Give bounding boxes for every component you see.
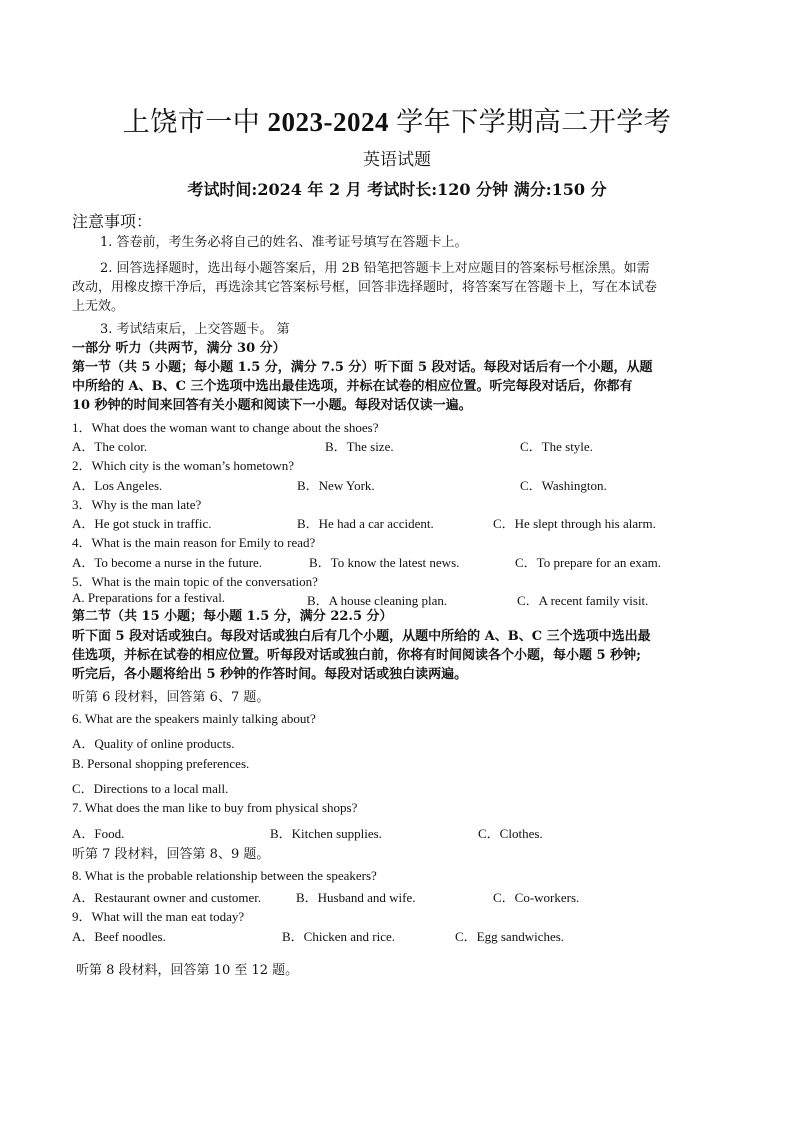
question-6: 6. What are the speakers mainly talking about? bbox=[72, 711, 316, 726]
exam-subject: 英语试题 bbox=[363, 150, 431, 170]
q9-option-c: C．Egg sandwiches. bbox=[455, 929, 565, 944]
q9-option-a: A．Beef noodles. bbox=[72, 929, 166, 944]
q4-option-c: C．To prepare for an exam. bbox=[515, 555, 662, 570]
q6-option-a: A．Quality of online products. bbox=[72, 736, 235, 751]
q8-option-b: B．Husband and wife. bbox=[296, 890, 416, 905]
exam-info: 考试时间:2024 年 2 月 考试时长:120 分钟 满分:150 分 bbox=[187, 180, 607, 199]
section2-instructions-line-3: 听完后，各小题将给出 5 秒钟的作答时间。每段对话或独白读两遍。 bbox=[72, 667, 468, 682]
q4-option-b: B．To know the latest news. bbox=[309, 555, 460, 570]
q8-option-c: C．Co-workers. bbox=[493, 890, 580, 905]
q9-option-b: B．Chicken and rice. bbox=[282, 929, 395, 944]
section2-heading: 第二节（共 15 小题；每小题 1.5 分，满分 22.5 分） bbox=[72, 609, 393, 624]
q2-option-a: A．Los Angeles. bbox=[72, 478, 163, 493]
q1-option-c: C．The style. bbox=[520, 439, 593, 454]
notice-item-2-line-3: 上无效。 bbox=[72, 299, 125, 314]
title-year: 2023-2024 bbox=[267, 107, 389, 137]
q8-option-a: A．Restaurant owner and customer. bbox=[72, 890, 262, 905]
q5-option-b: B．A house cleaning plan. bbox=[307, 593, 448, 608]
section1-instructions-line-3: 10 秒钟的时间来回答有关小题和阅读下一小题。每段对话仅读一遍。 bbox=[72, 398, 472, 413]
notice-item-2-line-1: 2. 回答选择题时，选出每小题答案后，用 2B 铅笔把答题卡上对应题目的答案标号框涂黑。如需 bbox=[100, 261, 650, 276]
q4-option-a: A．To become a nurse in the future. bbox=[72, 555, 263, 570]
question-5: 5．What is the main topic of the conversation? bbox=[72, 574, 318, 589]
notice-heading: 注意事项： bbox=[72, 212, 153, 231]
material-7-label: 听第 7 段材料，回答第 8、9 题。 bbox=[72, 847, 270, 862]
q7-option-b: B．Kitchen supplies. bbox=[270, 826, 382, 841]
q3-option-a: A．He got stuck in traffic. bbox=[72, 516, 212, 531]
q1-option-b: B．The size. bbox=[325, 439, 394, 454]
notice-item-1: 1. 答卷前，考生务必将自己的姓名、准考证号填写在答题卡上。 bbox=[100, 235, 468, 250]
question-2: 2．Which city is the woman’s hometown? bbox=[72, 458, 295, 473]
q6-option-c: C．Directions to a local mall. bbox=[72, 781, 229, 796]
q7-option-c: C．Clothes. bbox=[478, 826, 543, 841]
q7-option-a: A．Food. bbox=[72, 826, 125, 841]
question-4: 4．What is the main reason for Emily to read? bbox=[72, 535, 316, 550]
material-6-label: 听第 6 段材料，回答第 6、7 题。 bbox=[72, 690, 270, 705]
exam-title bbox=[0, 100, 794, 139]
q5-option-a: A. Preparations for a festival. bbox=[72, 590, 226, 605]
notice-item-3: 3. 考试结束后，上交答题卡。 第 bbox=[100, 322, 290, 337]
section2-instructions-line-1: 听下面 5 段对话或独白。每段对话或独白后有几个小题，从题中所给的 A、B、C 三个选项中选出最 bbox=[72, 629, 651, 644]
q5-option-c: C．A recent family visit. bbox=[517, 593, 649, 608]
q3-option-c: C．He slept through his alarm. bbox=[493, 516, 656, 531]
title-school: 上饶市一中 bbox=[122, 107, 261, 137]
question-3: 3．Why is the man late? bbox=[72, 497, 202, 512]
question-7: 7. What does the man like to buy from physical shops? bbox=[72, 800, 358, 815]
q1-option-a: A．The color. bbox=[72, 439, 148, 454]
section1-instructions-line-2: 中所给的 A、B、C 三个选项中选出最佳选项，并标在试卷的相应位置。听完每段对话后，你都有 bbox=[72, 379, 633, 394]
q6-option-b: B. Personal shopping preferences. bbox=[72, 756, 250, 771]
question-9: 9．What will the man eat today? bbox=[72, 909, 245, 924]
notice-item-2-line-2: 改动，用橡皮擦干净后，再选涂其它答案标号框，回答非选择题时，将答案写在答题卡上，写在本试卷 bbox=[72, 280, 658, 295]
q3-option-b: B．He had a car accident. bbox=[297, 516, 434, 531]
q2-option-b: B．New York. bbox=[297, 478, 375, 493]
part1-heading: 一部分 听力（共两节，满分 30 分） bbox=[72, 341, 286, 356]
title-term: 学年下学期高二开学考 bbox=[396, 107, 672, 137]
question-8: 8. What is the probable relationship between the speakers? bbox=[72, 868, 377, 883]
section1-instructions-line-1: 第一节（共 5 小题；每小题 1.5 分，满分 7.5 分）听下面 5 段对话。每段对话后有一个小题，从题 bbox=[72, 360, 653, 375]
q2-option-c: C．Washington. bbox=[520, 478, 607, 493]
section2-instructions-line-2: 佳选项，并标在试卷的相应位置。听每段对话或独白前，你将有时间阅读各个小题，每小题 5 秒钟; bbox=[72, 648, 641, 663]
question-1: 1．What does the woman want to change about the shoes? bbox=[72, 420, 379, 435]
material-8-label: 听第 8 段材料，回答第 10 至 12 题。 bbox=[76, 963, 299, 978]
